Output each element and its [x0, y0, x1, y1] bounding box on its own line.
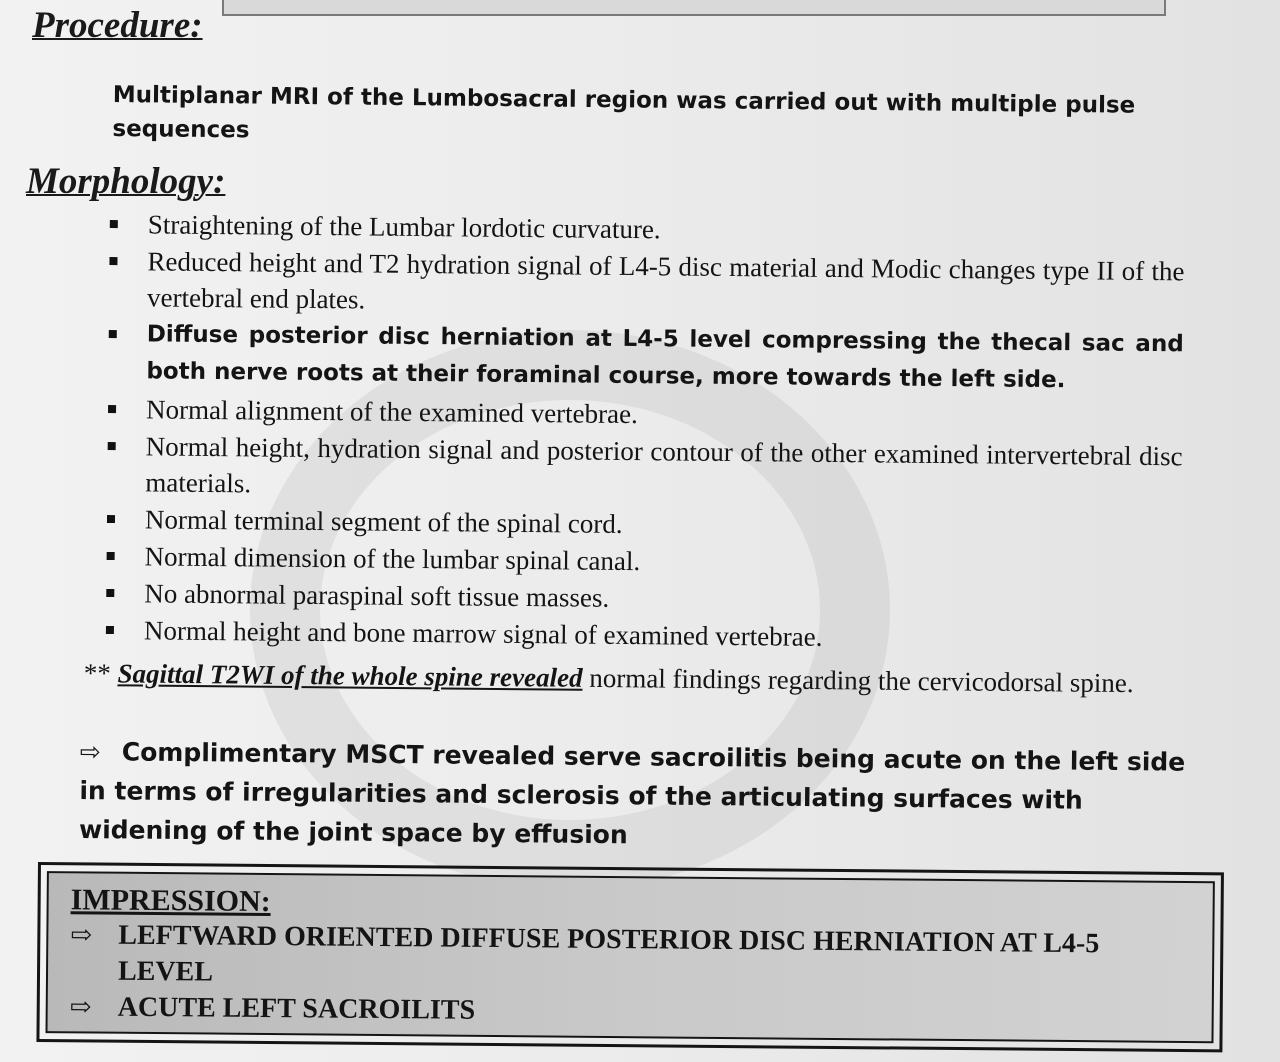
bullet-icon [110, 220, 118, 228]
msct-text: Complimentary MSCT revealed serve sacroilitis being acute on the left side in terms of irregularities and sclerosis of the articulating surfaces with widening of the joint space by effusion [78, 737, 1186, 850]
arrow-right-icon: ⇨ [69, 992, 92, 1022]
arrow-right-icon: ⇨ [79, 736, 101, 767]
sagittal-note [84, 655, 1189, 702]
morphology-heading: Morphology: [26, 161, 226, 202]
bullet-icon [107, 515, 115, 523]
procedure-heading: Procedure: [32, 5, 203, 46]
finding-text: Normal terminal segment of the spinal cord. [144, 504, 623, 539]
finding-text: No abnormal paraspinal soft tissue masses. [144, 578, 610, 613]
finding-text: Normal height and bone marrow signal of examined vertebrae. [143, 615, 823, 652]
impression-panel [46, 871, 1215, 1043]
sagittal-emphasis: Sagittal T2WI of the whole spine revealed [117, 658, 583, 693]
findings-list [106, 206, 1185, 659]
impression-box [36, 862, 1224, 1052]
procedure-text: Multiplanar MRI of the Lumbosacral region was carried out with multiple pulse sequences [112, 81, 1136, 144]
finding-text: Normal alignment of the examined vertebrae. [145, 394, 638, 430]
sagittal-prefix: ** [83, 657, 118, 689]
sagittal-rest: normal findings regarding the cervicodorsal spine. [582, 662, 1134, 699]
bullet-icon [109, 257, 117, 265]
finding-item [107, 428, 1183, 510]
finding-text: Normal dimension of the lumbar spinal canal. [144, 541, 641, 577]
finding-text: Diffuse posterior disc herniation at L4-5 level compressing the thecal sac and both nerve roots at their foraminal course, more towards the left side. [146, 321, 1184, 394]
impression-item-text: LEFTWARD ORIENTED DIFFUSE POSTERIOR DISC HERNIATION AT L4-5 LEVEL [117, 919, 1100, 988]
finding-item [109, 243, 1185, 325]
header-box-edge [222, 0, 1166, 16]
impression-item [70, 917, 1193, 999]
bullet-icon [107, 552, 115, 560]
finding-text: Normal height, hydration signal and posterior contour of the other examined intervertebral disc materials. [145, 431, 1183, 499]
finding-text: Straightening of the Lumbar lordotic curvature. [147, 209, 661, 245]
bullet-icon [109, 330, 117, 338]
finding-item-key [108, 316, 1184, 400]
bullet-icon [108, 405, 116, 413]
impression-item-text: ACUTE LEFT SACROILITS [117, 991, 476, 1026]
bullet-icon [106, 626, 114, 634]
finding-text: Reduced height and T2 hydration signal of L4-5 disc material and Modic changes type II of the vertebral end plates. [146, 246, 1185, 315]
impression-title: IMPRESSION: [70, 883, 271, 919]
msct-note [79, 732, 1190, 860]
arrow-right-icon: ⇨ [70, 920, 93, 950]
bullet-icon [106, 589, 114, 597]
bullet-icon [108, 442, 116, 450]
